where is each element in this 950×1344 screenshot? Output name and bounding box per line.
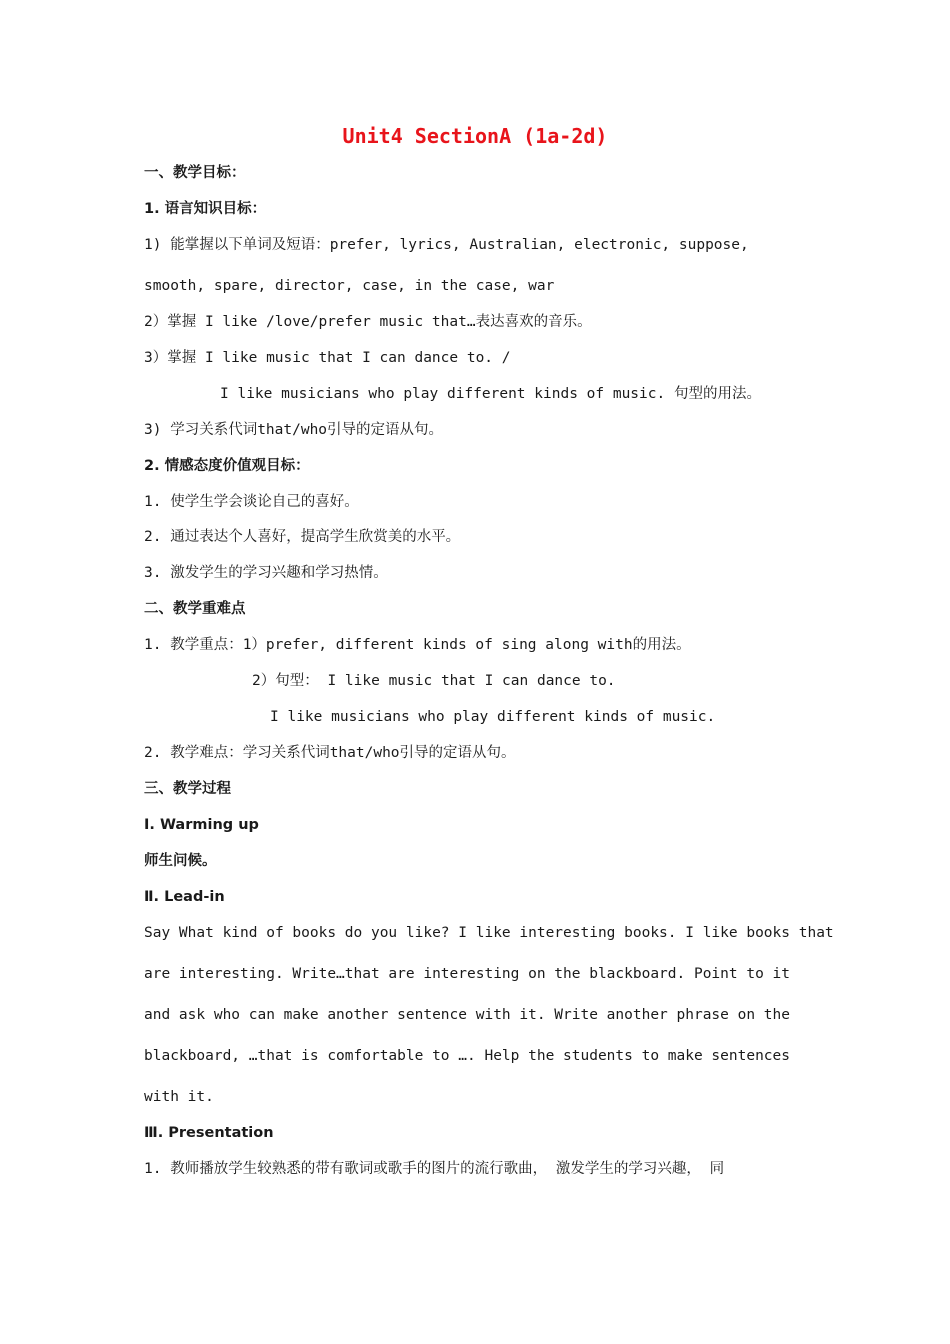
text-line: are interesting. Write…that are interesting on the blackboard. Point to it bbox=[144, 966, 791, 982]
step-heading: Ⅱ. Lead-in bbox=[144, 889, 225, 905]
step-heading: Ⅲ. Presentation bbox=[144, 1125, 274, 1141]
section-heading: 一、教学目标： bbox=[144, 165, 246, 181]
section-heading: 三、教学过程 bbox=[144, 781, 231, 797]
text-line: with it. bbox=[144, 1089, 214, 1105]
subsection-heading: 2. 情感态度价值观目标： bbox=[144, 458, 310, 474]
subsection-heading: 1. 语言知识目标： bbox=[144, 201, 267, 217]
section-heading: 二、教学重难点 bbox=[144, 601, 246, 617]
text-line: I like musicians who play different kinds of music. bbox=[270, 709, 716, 725]
text-line: I like musicians who play different kinds of music. 句型的用法。 bbox=[220, 386, 761, 402]
text-line: 2. 通过表达个人喜好，提高学生欣赏美的水平。 bbox=[144, 529, 461, 545]
text-line: 1. 教师播放学生较熟悉的带有歌词或歌手的图片的流行歌曲， 激发学生的学习兴趣， 同 bbox=[144, 1161, 725, 1177]
text-line: 2）掌握 I like /love/prefer music that…表达喜欢的音乐。 bbox=[144, 314, 592, 330]
text-line: 2）句型： I like music that I can dance to. bbox=[252, 673, 616, 689]
text-line: smooth, spare, director, case, in the case, war bbox=[144, 278, 555, 294]
text-line: Say What kind of books do you like? I like interesting books. I like books that bbox=[144, 925, 834, 941]
text-line: 3）掌握 I like music that I can dance to. / bbox=[144, 350, 511, 366]
document-title: Unit4 SectionA (1a-2d) bbox=[342, 124, 608, 148]
text-line: 3. 激发学生的学习兴趣和学习热情。 bbox=[144, 565, 388, 581]
text-line: 师生问候。 bbox=[144, 853, 217, 869]
text-line: blackboard, …that is comfortable to …. Help the students to make sentences bbox=[144, 1048, 791, 1064]
text-line: and ask who can make another sentence with it. Write another phrase on the bbox=[144, 1007, 791, 1023]
text-line: 1) 能掌握以下单词及短语：prefer, lyrics, Australian, electronic, suppose, bbox=[144, 237, 749, 253]
text-line: 2. 教学难点：学习关系代词that/who引导的定语从句。 bbox=[144, 745, 516, 761]
text-line: 1. 使学生学会谈论自己的喜好。 bbox=[144, 494, 359, 510]
text-line: 1. 教学重点：1）prefer, different kinds of sing along with的用法。 bbox=[144, 637, 691, 653]
step-heading: Ⅰ. Warming up bbox=[144, 817, 259, 833]
text-line: 3) 学习关系代词that/who引导的定语从句。 bbox=[144, 422, 444, 438]
